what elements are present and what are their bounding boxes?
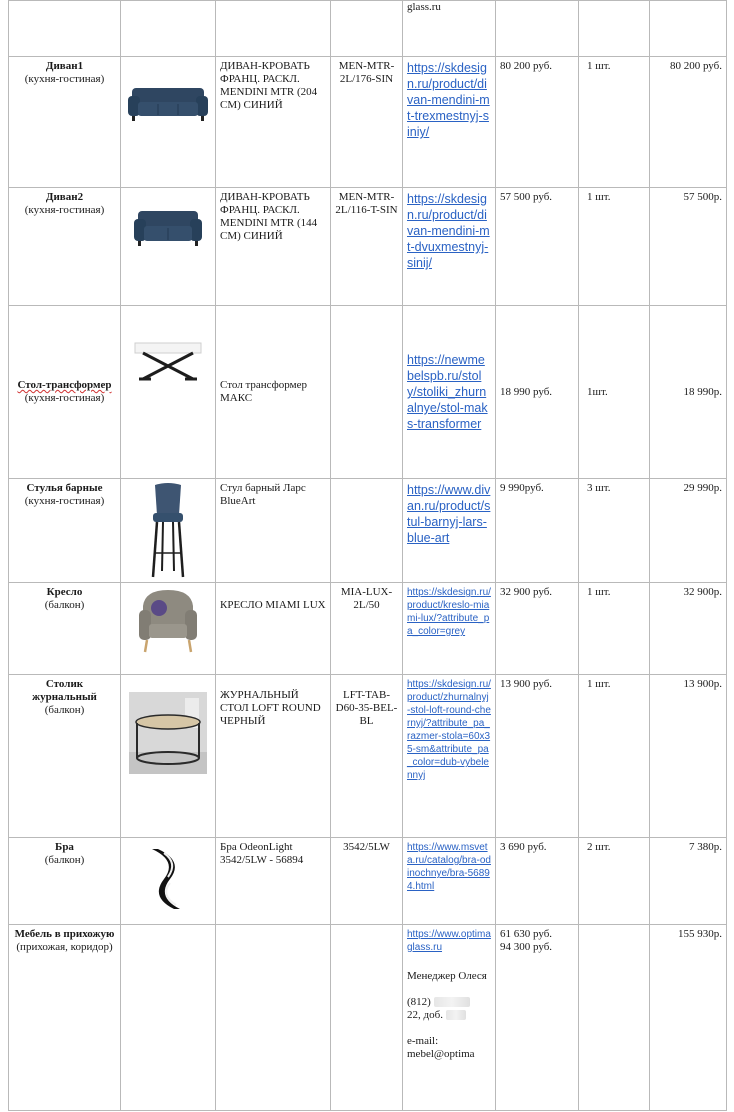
cell-article [331,1,403,57]
item-title: Столик журнальный [32,678,97,703]
table-row [9,306,727,479]
cell-link [403,188,496,306]
cell-sum: 29 990р. [650,479,727,583]
wall-lamp-icon [148,847,188,911]
cell-name [9,675,121,838]
product-link[interactable]: https://skdesign.ru/product/divan-mendini-mt-trexmestnyj-siniy/ [407,61,490,139]
cell-name [9,925,121,1111]
cell-article: 3542/5LW [331,838,403,925]
item-room: (балкон) [44,599,85,611]
cell-qty [579,1,650,57]
cell-qty: 3 шт. [579,479,650,583]
bar-stool-icon [143,481,193,581]
cell-image [121,583,216,675]
cell-article: MIA-LUX-2L/50 [331,583,403,675]
cell-description: ДИВАН-КРОВАТЬ ФРАНЦ. РАСКЛ. MENDINI MTR (144 СМ) СИНИЙ [216,188,331,306]
item-room: (кухня-гостиная) [24,392,105,404]
cell-description: Стул барный Ларс BlueArt [216,479,331,583]
phone-line-2: 22, доб. [407,1009,491,1022]
cell-price [496,1,579,57]
cell-name [9,306,121,479]
table-row [9,925,727,1111]
cell-name [9,838,121,925]
item-room: (прихожая, коридор) [16,941,113,953]
cell-name [9,1,121,57]
cell-qty: 1шт. [579,306,650,479]
item-room: (кухня-гостиная) [24,73,105,85]
cell-description: КРЕСЛО MIAMI LUX [216,583,331,675]
item-title: Стол-трансформер [17,379,112,391]
cell-article: MEN-MTR-2L/116-T-SIN [331,188,403,306]
cell-name [9,479,121,583]
spec-table-sheet [8,0,726,1111]
item-title: Диван1 [45,60,84,72]
cell-link [403,583,496,675]
cell-description: Стол трансформер МАКС [216,306,331,479]
cell-sum: 155 930р. [650,925,727,1111]
item-title: Мебель в прихожую [14,928,115,940]
cell-price: 32 900 руб. [496,583,579,675]
item-room: (кухня-гостиная) [24,495,105,507]
price-line-2: 94 300 руб. [500,941,553,953]
cell-link [403,838,496,925]
item-title: Диван2 [45,191,84,203]
cell-article: MEN-MTR-2L/176-SIN [331,57,403,188]
table-row-top-partial [9,1,727,57]
cell-price: 13 900 руб. [496,675,579,838]
product-link[interactable]: https://skdesign.ru/product/kreslo-miami-lux/?attribute_pa_color=grey [407,587,491,637]
table-row [9,838,727,925]
cell-image [121,925,216,1111]
email-label: e-mail: [407,1035,439,1047]
cell-description: ДИВАН-КРОВАТЬ ФРАНЦ. РАСКЛ. MENDINI MTR (204 СМ) СИНИЙ [216,57,331,188]
cell-sum: 13 900р. [650,675,727,838]
cell-description: Бра OdeonLight 3542/5LW - 56894 [216,838,331,925]
product-link[interactable]: https://skdesign.ru/product/zhurnalnyj-stol-loft-round-chernyj/?attribute_pa_razmer-stola=60x35-sm&attribute_pa_color=dub-vybelennyj [407,679,491,781]
cell-link [403,479,496,583]
cell-sum [650,1,727,57]
product-link[interactable]: https://skdesign.ru/product/divan-mendini-mt-dvuxmestnyj-sinij/ [407,192,490,270]
cell-image [121,479,216,583]
cell-image [121,675,216,838]
item-room: (кухня-гостиная) [24,204,105,216]
transformer-table-icon [131,339,205,383]
supplier-link[interactable]: https://www.optimaglass.ru [407,929,491,953]
cell-link [403,306,496,479]
price-line-1: 61 630 руб. [500,928,553,940]
cell-image [121,188,216,306]
item-title: Бра [55,841,74,853]
cell-price: 80 200 руб. [496,57,579,188]
sofa-3seat-icon [126,82,210,126]
redacted-phone [434,997,470,1007]
product-link[interactable]: https://www.divan.ru/product/stul-barnyj-lars-blue-art [407,483,491,545]
product-link[interactable]: https://www.msveta.ru/catalog/bra-odinochnye/bra-56894.html [407,842,491,892]
cell-qty: 1 шт. [579,188,650,306]
cell-qty [579,925,650,1111]
cell-link [403,57,496,188]
cell-image [121,1,216,57]
cell-article: LFT-TAB-D60-35-BEL-BL [331,675,403,838]
cell-price: 3 690 руб. [496,838,579,925]
redacted-extension [446,1010,466,1020]
cell-link [403,1,496,57]
table-row [9,675,727,838]
cell-link [403,925,496,1111]
cell-sum: 32 900р. [650,583,727,675]
cell-price: 57 500 руб. [496,188,579,306]
furniture-spec-table [8,0,727,1111]
cell-description: ЖУРНАЛЬНЫЙ СТОЛ LOFT ROUND ЧЕРНЫЙ [216,675,331,838]
cell-name [9,583,121,675]
cell-qty: 1 шт. [579,583,650,675]
link-tail-text: glass.ru [407,1,441,13]
item-room: (балкон) [44,854,85,866]
cell-sum: 80 200 руб. [650,57,727,188]
email-value: mebel@optima [407,1048,475,1060]
cell-image [121,838,216,925]
armchair-icon [135,586,201,656]
product-link[interactable]: https://newmebelspb.ru/stoly/stoliki_zhurnalnye/stol-maks-transformer [407,353,488,431]
cell-qty: 2 шт. [579,838,650,925]
cell-qty: 1 шт. [579,57,650,188]
sofa-2seat-icon [132,205,204,251]
cell-article [331,925,403,1111]
cell-price [496,925,579,1111]
cell-article [331,479,403,583]
table-row [9,479,727,583]
item-title: Стулья барные [26,482,103,494]
cell-image [121,57,216,188]
cell-link [403,675,496,838]
item-title: Кресло [46,586,83,598]
cell-price: 9 990руб. [496,479,579,583]
cell-article [331,306,403,479]
coffee-table-icon [129,692,207,774]
cell-image [121,306,216,479]
item-room: (балкон) [44,704,85,716]
cell-name [9,188,121,306]
cell-sum: 18 990р. [650,306,727,479]
cell-sum: 7 380р. [650,838,727,925]
cell-name [9,57,121,188]
phone-line-1: (812) [407,996,491,1009]
cell-sum: 57 500р. [650,188,727,306]
table-row [9,188,727,306]
table-row [9,57,727,188]
table-row [9,583,727,675]
cell-qty: 1 шт. [579,675,650,838]
cell-description [216,1,331,57]
cell-price: 18 990 руб. [496,306,579,479]
cell-description [216,925,331,1111]
contact-label: Менеджер Олеся [407,970,487,982]
